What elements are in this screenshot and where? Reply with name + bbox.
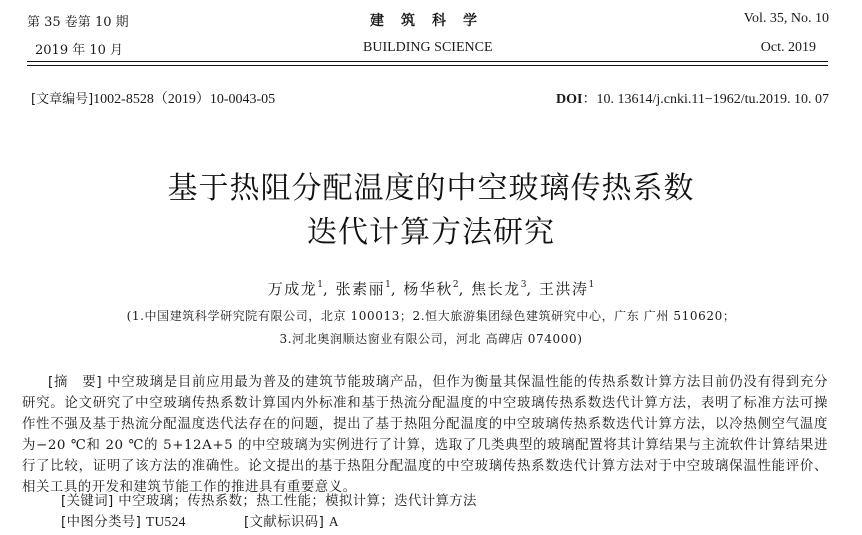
author: 杨华秋	[403, 280, 453, 298]
author: 王洪涛	[538, 280, 589, 298]
author-affiliation-mark: 3	[520, 280, 527, 290]
author-affiliation-mark: 1	[588, 280, 595, 290]
doc-code-label: [文献标识码]	[244, 515, 325, 530]
keywords-text: 中空玻璃；传热系数；热工性能；模拟计算；迭代计算方法	[118, 494, 477, 509]
abstract-text: 中空玻璃是目前应用最为普及的建筑节能玻璃产品，但作为衡量其保温性能的传热系数计算方法目前仍没有得到充分研究。论文研究了中空玻璃传热系数计算国内外标准和基于热流分配温度的中空玻璃传热系数迭代计算方法，表明了标准方法可操作性不强及基于热流分配温度迭代法存在的问题，提出了基于热阻分配温度的中空玻璃传热系数迭代计算方法，以冷热侧空气温度为−20 ℃和 20 ℃的 5+12A+5 的中空玻璃为实例进行了计算，选取了几类典型的玻璃配置将其计算结果与主流软件计算结果进行了比较，证明了该方法的准确性。论文提出的基于热阻分配温度的中空玻璃传热系数迭代计算方法对于中空玻璃保温性能评价、相关工具的开发和建筑节能工作的推进具有重要意义。	[22, 375, 829, 495]
affiliations-line-1: (1.中国建筑科学研究院有限公司，北京 100013；2.恒大旅游集团绿色建筑研究中心，广东 广州 510620；	[126, 309, 736, 323]
doi-value: ：10. 13614/j.cnki.11−1962/tu.2019. 10. 07	[582, 92, 829, 107]
title-line-1: 基于热阻分配温度的中空玻璃传热系数	[167, 171, 695, 206]
clc-value: TU524	[145, 514, 186, 529]
author: 焦长龙	[471, 280, 521, 298]
header-rule-bottom	[27, 65, 828, 66]
journal-title-cn: 建筑科学	[370, 13, 494, 29]
author: 万成龙	[267, 280, 318, 298]
abstract-label: [摘 要]	[48, 375, 103, 390]
document-code	[244, 511, 339, 530]
affiliations-line-2: 3.河北奥润顺达窗业有限公司，河北 高碑店 074000)	[279, 332, 583, 346]
keywords	[61, 490, 477, 509]
date-en: Oct. 2019	[760, 40, 816, 55]
author: 张素丽	[335, 280, 386, 298]
clc-label: [中图分类号]	[61, 515, 142, 530]
keywords-label: [关键词]	[61, 494, 114, 509]
volume-issue-cn: 第 35 卷第 10 期	[27, 15, 129, 30]
journal-title-en: BUILDING SCIENCE	[363, 40, 493, 55]
author-affiliation-mark: 2	[452, 280, 459, 290]
title-line-2: 迭代计算方法研究	[307, 215, 555, 250]
date-cn: 2019 年 10 月	[35, 43, 124, 58]
header-rule-top	[27, 61, 828, 62]
author-list: 万成龙$^1$, 张素丽$^1$, 杨华秋$^2$, 焦长龙$^3$, 王洪涛$^1$	[267, 280, 595, 298]
abstract	[22, 372, 828, 498]
classification-number	[61, 511, 186, 530]
doi	[556, 88, 829, 108]
author-affiliation-mark: 1	[385, 280, 391, 290]
doc-code-value: A	[328, 514, 339, 529]
article-number-label: [文章编号]	[31, 92, 94, 107]
author-affiliation-mark: 1	[317, 280, 324, 290]
volume-issue-en: Vol. 35, No. 10	[743, 11, 829, 26]
article-number-value: 1002-8528（2019）10-0043-05	[93, 92, 276, 107]
article-number	[31, 88, 275, 108]
doi-label: DOI	[556, 92, 583, 107]
